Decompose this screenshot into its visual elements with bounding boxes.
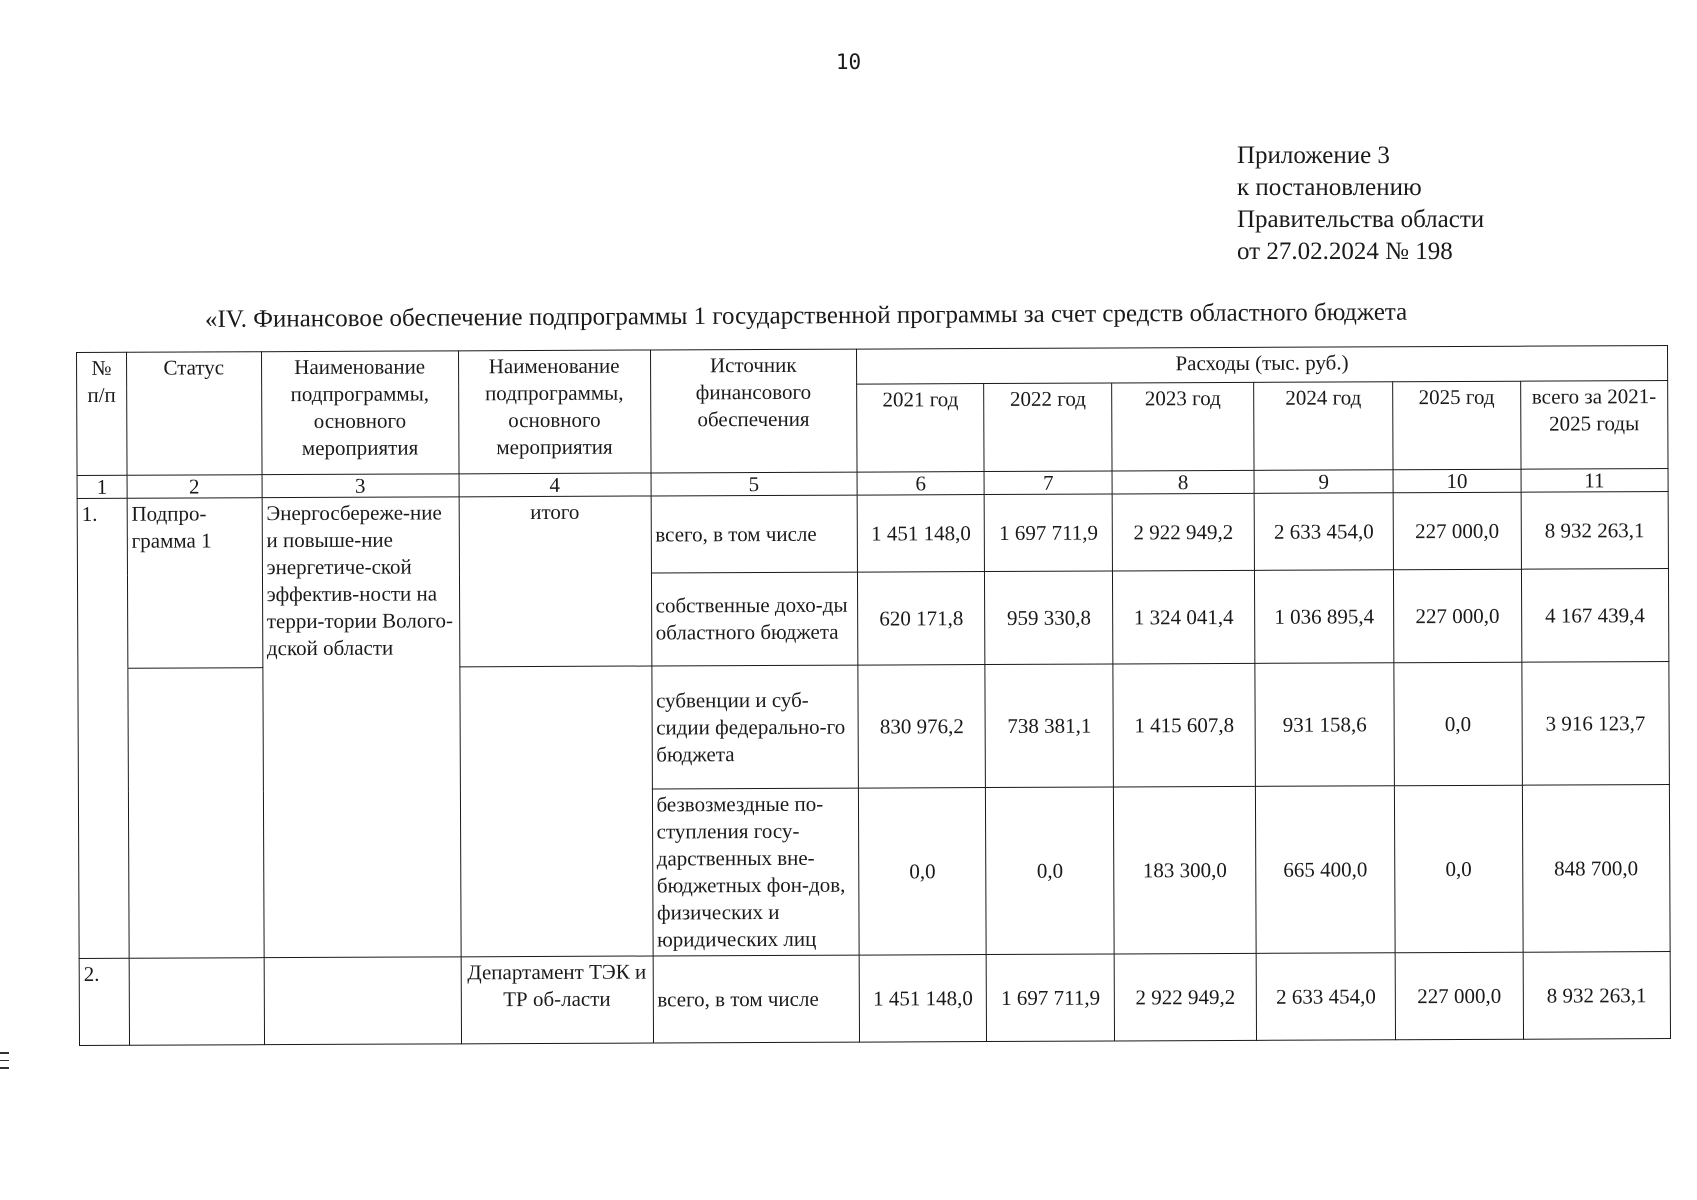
header-total: всего за 2021-2025 годы [1520, 381, 1668, 470]
value-cell: 8 932 263,1 [1523, 952, 1671, 1040]
row-number: 1. [77, 498, 128, 668]
row-number: 2. [79, 958, 129, 1045]
value-cell: 8 932 263,1 [1521, 492, 1669, 570]
value-cell: 959 330,8 [985, 571, 1113, 665]
value-cell: 848 700,0 [1522, 785, 1670, 953]
row-executor: Департамент ТЭК и ТР об-ласти [461, 956, 653, 1044]
header-year-2021: 2021 год [857, 384, 985, 473]
value-cell: 1 451 148,0 [857, 495, 985, 573]
value-cell: 0,0 [986, 787, 1114, 955]
table-row [79, 952, 1670, 1046]
funding-source-label: всего, в том числе [651, 495, 858, 573]
funding-source-label: всего, в том числе [653, 955, 860, 1043]
value-cell: 0,0 [858, 788, 986, 956]
funding-source-label: собственные дохо-ды областного бюджета [651, 572, 858, 666]
row-subprogram-name [264, 957, 461, 1045]
row-executor: итого [459, 496, 652, 667]
document-title: «IV. Финансовое обеспечение подпрограммы 1 государственной программы за счет средств областного бюджета [204, 298, 1408, 333]
value-cell: 2 922 949,2 [1114, 953, 1256, 1041]
value-cell: 738 381,1 [985, 664, 1113, 788]
column-number: 9 [1254, 470, 1393, 494]
row-subprogram-name: Энергосбереже-ние и повыше-ние энергетиче-ской эффектив-ности на терри-тории Волого-дской области [262, 497, 461, 958]
column-number: 11 [1521, 469, 1668, 493]
value-cell: 183 300,0 [1113, 786, 1256, 954]
value-cell: 1 324 041,4 [1112, 570, 1254, 664]
column-number: 1 [77, 475, 127, 498]
header-num: № п/п [77, 352, 127, 475]
funding-source-label: субвенции и суб-сидии федерально-го бюджета [651, 665, 858, 789]
column-number: 8 [1112, 470, 1254, 494]
header-subprogram-name: Наименование подпрограммы, основного мероприятия [261, 351, 459, 475]
header-executor-name: Наименование подпрограммы, основного мероприятия [458, 350, 650, 474]
scan-mark [0, 1067, 9, 1069]
appendix-line: Приложение 3 [1237, 142, 1390, 169]
value-cell: 1 451 148,0 [859, 955, 987, 1043]
value-cell: 0,0 [1394, 785, 1522, 953]
value-cell: 227 000,0 [1394, 569, 1522, 663]
row-number-empty [78, 668, 129, 958]
column-number: 3 [262, 474, 459, 498]
row-status-empty [128, 668, 264, 959]
value-cell: 2 633 454,0 [1256, 953, 1395, 1041]
row-status [129, 958, 264, 1046]
appendix-line: Правительства области [1237, 206, 1485, 233]
value-cell: 830 976,2 [858, 665, 986, 789]
value-cell: 3 916 123,7 [1522, 662, 1670, 786]
column-number: 6 [857, 472, 985, 496]
header-year-2024: 2024 год [1254, 382, 1393, 471]
value-cell: 1 036 895,4 [1255, 570, 1394, 664]
header-status: Статус [126, 352, 261, 476]
header-expenses: Расходы (тыс. руб.) [856, 346, 1667, 385]
column-number: 10 [1393, 469, 1521, 493]
scan-edge-marks [0, 1052, 10, 1075]
value-cell: 4 167 439,4 [1521, 569, 1669, 663]
scan-mark [0, 1052, 9, 1054]
column-number: 2 [127, 475, 262, 499]
value-cell: 227 000,0 [1393, 492, 1521, 570]
header-year-2023: 2023 год [1112, 382, 1254, 471]
header-year-2025: 2025 год [1393, 381, 1521, 470]
page-number: 10 [835, 50, 862, 74]
value-cell: 1 697 711,9 [987, 954, 1115, 1042]
column-number: 7 [984, 471, 1112, 495]
finance-table-wrapper [76, 345, 1671, 1046]
row-status: Подпро-грамма 1 [127, 498, 263, 669]
value-cell: 0,0 [1394, 662, 1522, 786]
header-funding-source: Источник финансового обеспечения [650, 349, 857, 473]
value-cell: 665 400,0 [1256, 786, 1396, 954]
appendix-line: от 27.02.2024 № 198 [1237, 238, 1453, 265]
value-cell: 1 415 607,8 [1113, 663, 1256, 787]
table-row [77, 492, 1668, 576]
value-cell: 1 697 711,9 [985, 494, 1113, 572]
value-cell: 620 171,8 [857, 572, 985, 666]
value-cell: 227 000,0 [1395, 952, 1523, 1040]
funding-source-label: безвозмездные по-ступления госу-дарственных вне-бюджетных фон-дов, физических и юридических лиц [652, 788, 859, 956]
scan-mark [0, 1060, 9, 1062]
finance-table [76, 345, 1671, 1046]
column-number: 4 [459, 473, 651, 497]
value-cell: 2 633 454,0 [1254, 493, 1393, 571]
header-year-2022: 2022 год [984, 383, 1112, 472]
appendix-line: к постановлению [1237, 174, 1422, 201]
column-number: 5 [651, 472, 857, 496]
row-executor-empty [460, 666, 653, 957]
value-cell: 2 922 949,2 [1112, 493, 1254, 571]
value-cell: 931 158,6 [1255, 663, 1395, 787]
appendix-note [1237, 140, 1484, 268]
